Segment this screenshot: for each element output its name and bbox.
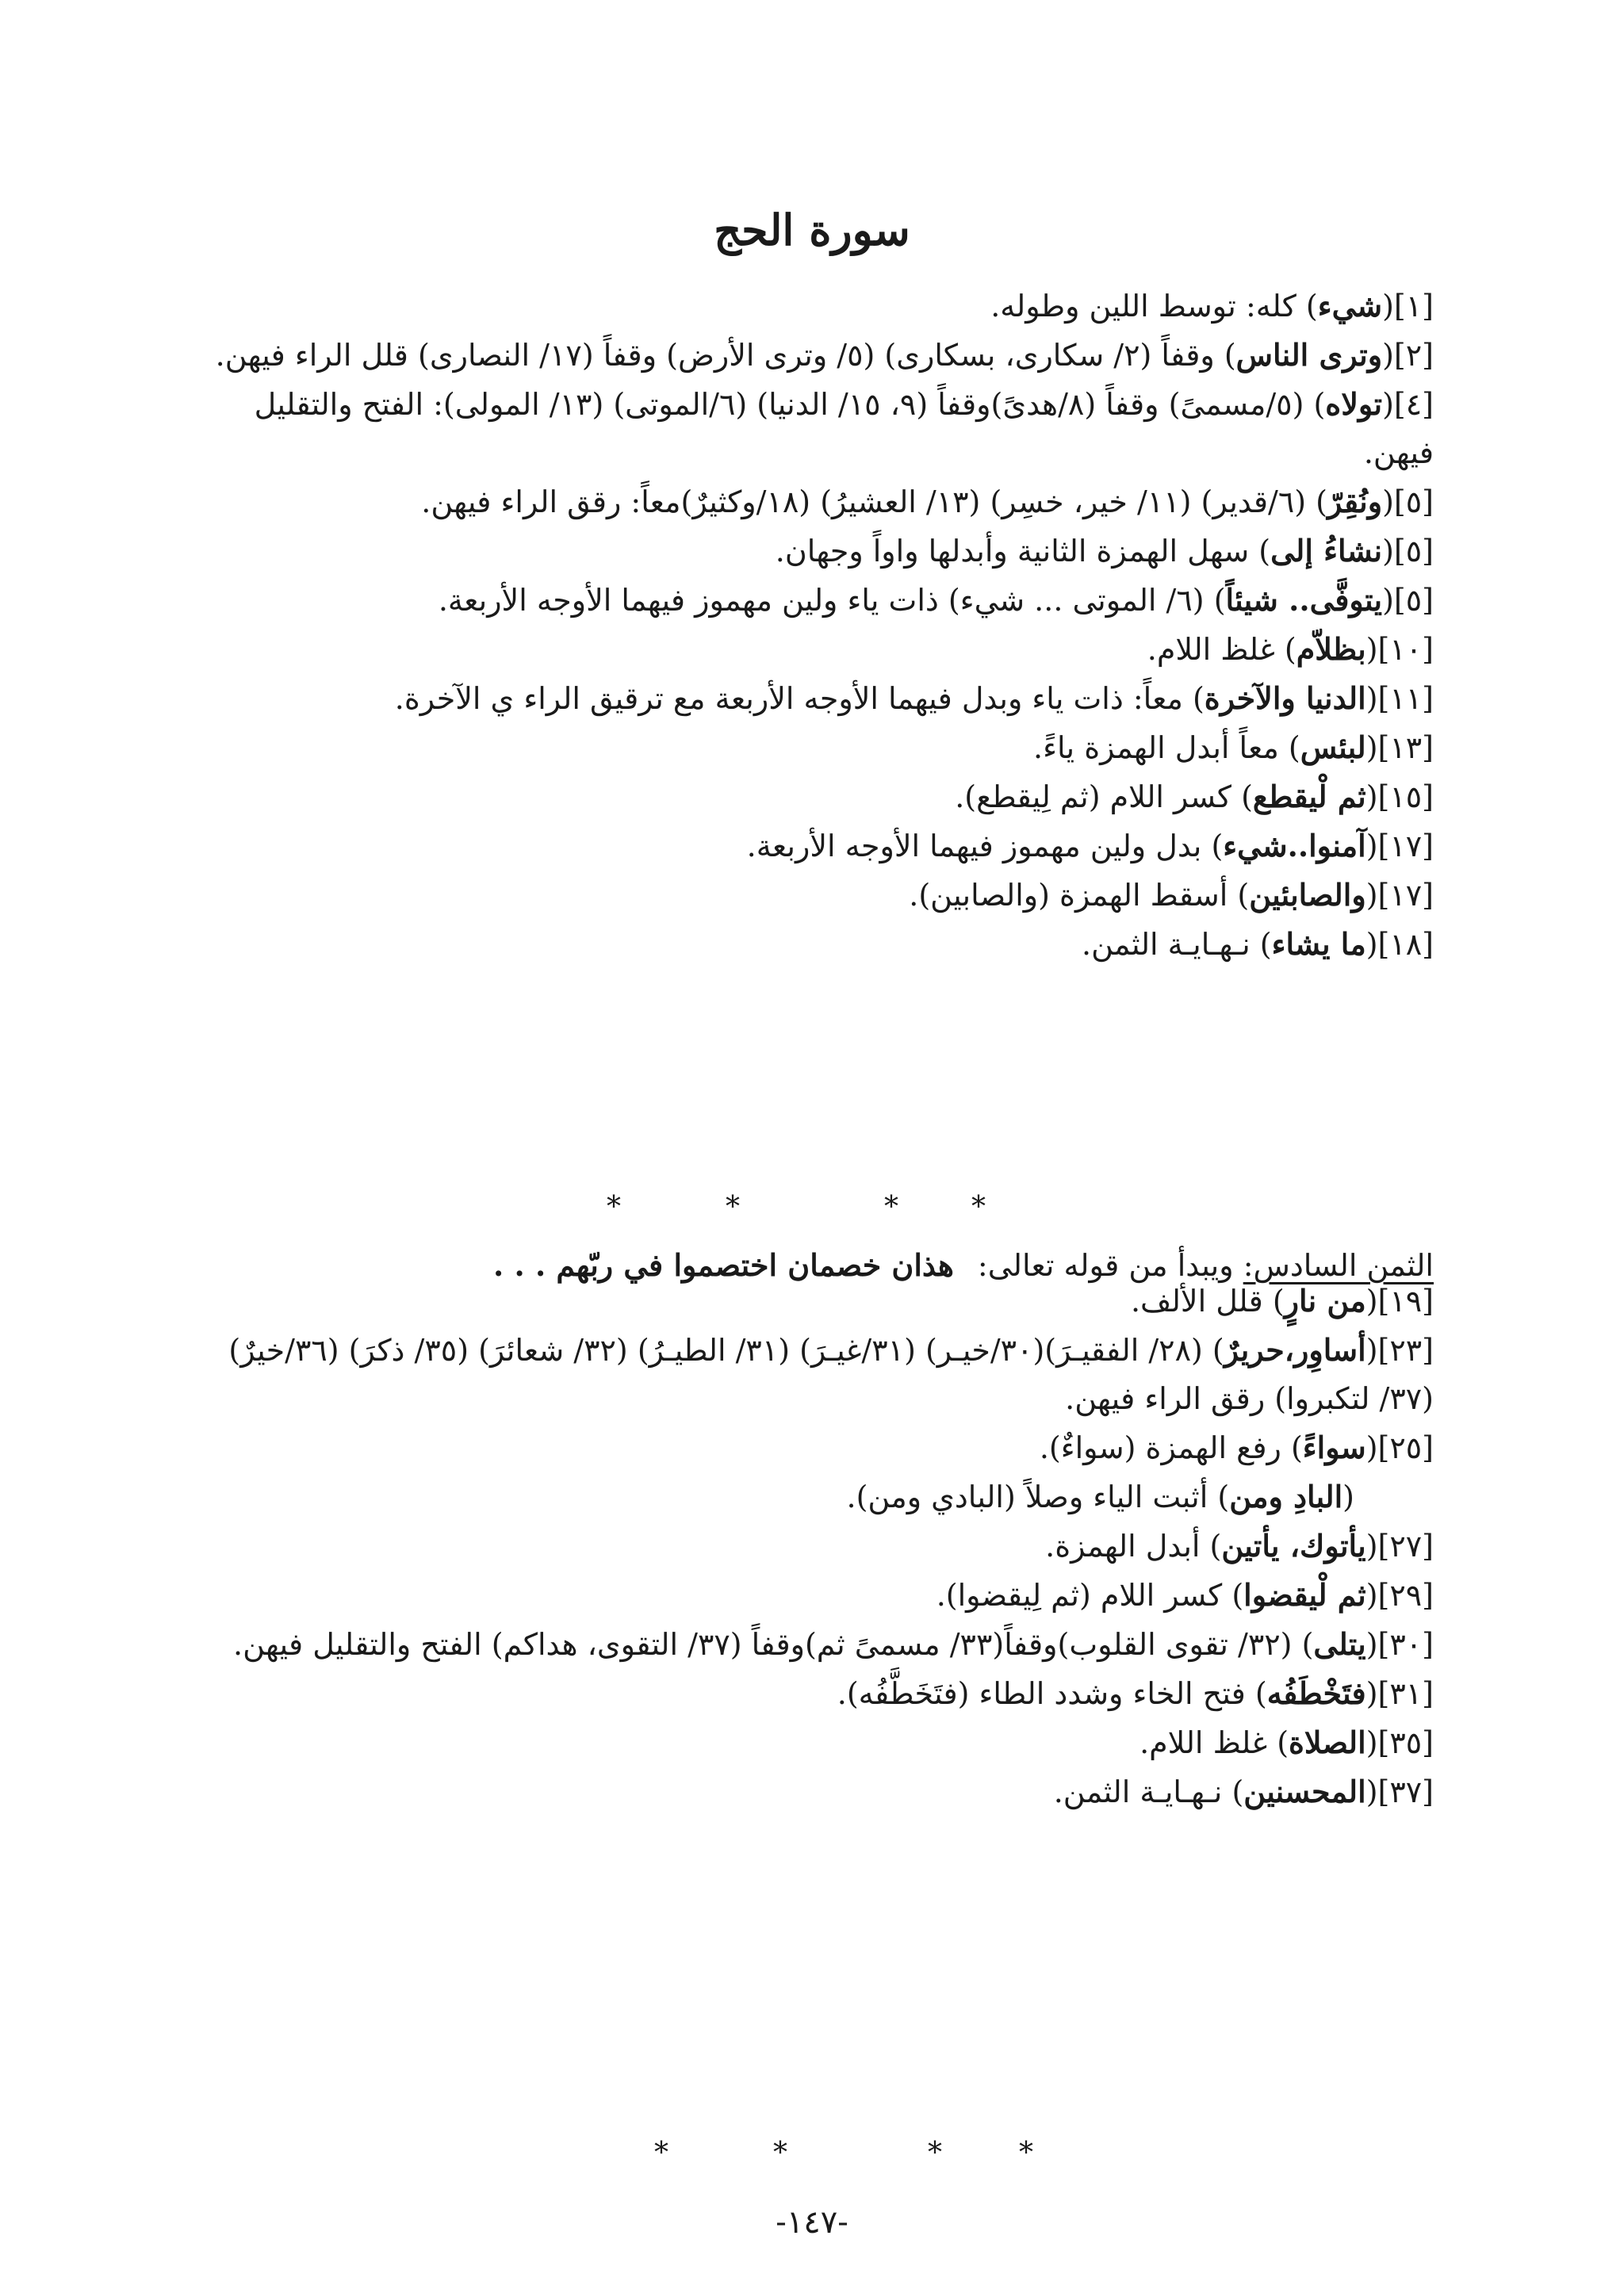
entry-7: [١٠](بظلاّم) غلظ اللام. bbox=[1147, 631, 1434, 667]
entry-8: [١١](الدنيا والآخرة) معاً: ذات ياء وبدل فيهما الأوجه الأربعة مع ترقيق الراء ي الآخرة. bbox=[394, 680, 1434, 716]
entry-30: [٣٠](يتلى) (٣٢/ تقوى القلوب)وقفاً(٣٣/ مسمىً ثم)وقفاً (٣٧/ التقوى، هداكم) الفتح والتقليل فيهن. bbox=[233, 1626, 1434, 1662]
separator-star: * bbox=[607, 1191, 621, 1223]
entry-10: [١٥](ثم لْيقطع) كسر اللام (ثم لِيقطع). bbox=[955, 779, 1434, 814]
separator-star: * bbox=[928, 2137, 942, 2169]
entry-5: [٥](نشاءُ إلى) سهل الهمزة الثانية وأبدلها واواً وجهان. bbox=[775, 533, 1434, 568]
separator-star: * bbox=[773, 2137, 787, 2169]
entry-1: [١](شيء) كله: توسط اللين وطوله. bbox=[990, 288, 1434, 323]
entries-group-1 bbox=[197, 281, 1434, 969]
entry-6: [٥](يتوفَّى.. شيئاً) (٦/ الموتى ... شيء) ذات ياء ولين مهموز فيهما الأوجه الأربعة. bbox=[438, 582, 1434, 618]
entry-27: [٢٧](يأتوك، يأتين) أبدل الهمزة. bbox=[1045, 1528, 1434, 1564]
page-title: سورة الحج bbox=[714, 205, 910, 255]
separator-star: * bbox=[726, 1191, 740, 1223]
entry-3: [٤](تولاه) (٥/مسمىً) وقفاً (٨/هدىً)وقفاً (٩، ١٥/ الدنيا) (٦/الموتى) (١٣/ المولى): الفتح والتقليل فيهن. bbox=[254, 386, 1434, 470]
section-quote: هذان خصمان اختصموا في ربّهم . . . bbox=[493, 1247, 954, 1283]
entry-bad: (البادِ ومن) أثبت الياء وصلاً (البادي ومن). bbox=[846, 1479, 1354, 1514]
entry-2: [٢](وترى الناس) وقفاً (٢/ سكارى، بسكارى) (٥/ وترى الأرض) وقفاً (١٧/ النصارى) قلل الراء فيهن. bbox=[215, 337, 1434, 373]
separator-stars-1 bbox=[0, 1191, 1624, 1223]
section-label: الثمن السادس: bbox=[1243, 1248, 1434, 1283]
entry-37: [٣٧](المحسنين) نـهـايـة الثمن. bbox=[1053, 1774, 1434, 1809]
entry-25: [٢٥](سواءً) رفع الهمزة (سواءٌ). bbox=[1039, 1430, 1434, 1465]
entry-13: [١٨](ما يشاء) نـهـايـة الثمن. bbox=[1082, 926, 1434, 962]
separator-stars-2 bbox=[0, 2137, 1624, 2169]
section-intro: ويبدأ من قوله تعالى: bbox=[977, 1248, 1243, 1283]
page-number: -١٤٧- bbox=[776, 2204, 848, 2241]
entry-11: [١٧](آمنوا..شيء) بدل ولين مهموز فيهما الأوجه الأربعة. bbox=[746, 828, 1434, 863]
entry-9: [١٣](لبئس) معاً أبدل الهمزة ياءً. bbox=[1033, 729, 1434, 765]
entry-23: [٢٣](أساوِر،حريرٌ) (٢٨/ الفقيـرَ)(٣٠/خيـر) (٣١/غيـرَ) (٣١/ الطيـرُ) (٣٢/ شعائرَ) (٣٥/ ذكرَ) (٣٦/خيرٌ) (٣٧/ لتكبروا) رقق الراء فيهن. bbox=[228, 1332, 1434, 1416]
entry-31: [٣١](فتَخْطَفُه) فتح الخاء وشدد الطاء (فتَخَطَّفُه). bbox=[837, 1675, 1434, 1711]
separator-star: * bbox=[1019, 2137, 1033, 2169]
separator-star: * bbox=[654, 2137, 668, 2169]
separator-star: * bbox=[971, 1191, 986, 1223]
entry-29: [٢٩](ثم لْيقضوا) كسر اللام (ثم لِيقضوا). bbox=[936, 1577, 1434, 1613]
separator-star: * bbox=[884, 1191, 898, 1223]
entry-12: [١٧](والصابئين) أسقط الهمزة (والصابين). bbox=[909, 877, 1434, 913]
entry-19: [١٩](من نارٍ) قلل الألف. bbox=[1130, 1283, 1434, 1319]
entries-group-2 bbox=[197, 1277, 1434, 1816]
entry-35: [٣٥](الصلاة) غلظ اللام. bbox=[1139, 1725, 1434, 1760]
entry-4: [٥](ونُقِرّ) (٦/قدير) (١١/ خير، خسِر) (١٣/ العشيرُ) (١٨/وكثيرٌ)معاً: رقق الراء فيهن. bbox=[421, 484, 1434, 519]
